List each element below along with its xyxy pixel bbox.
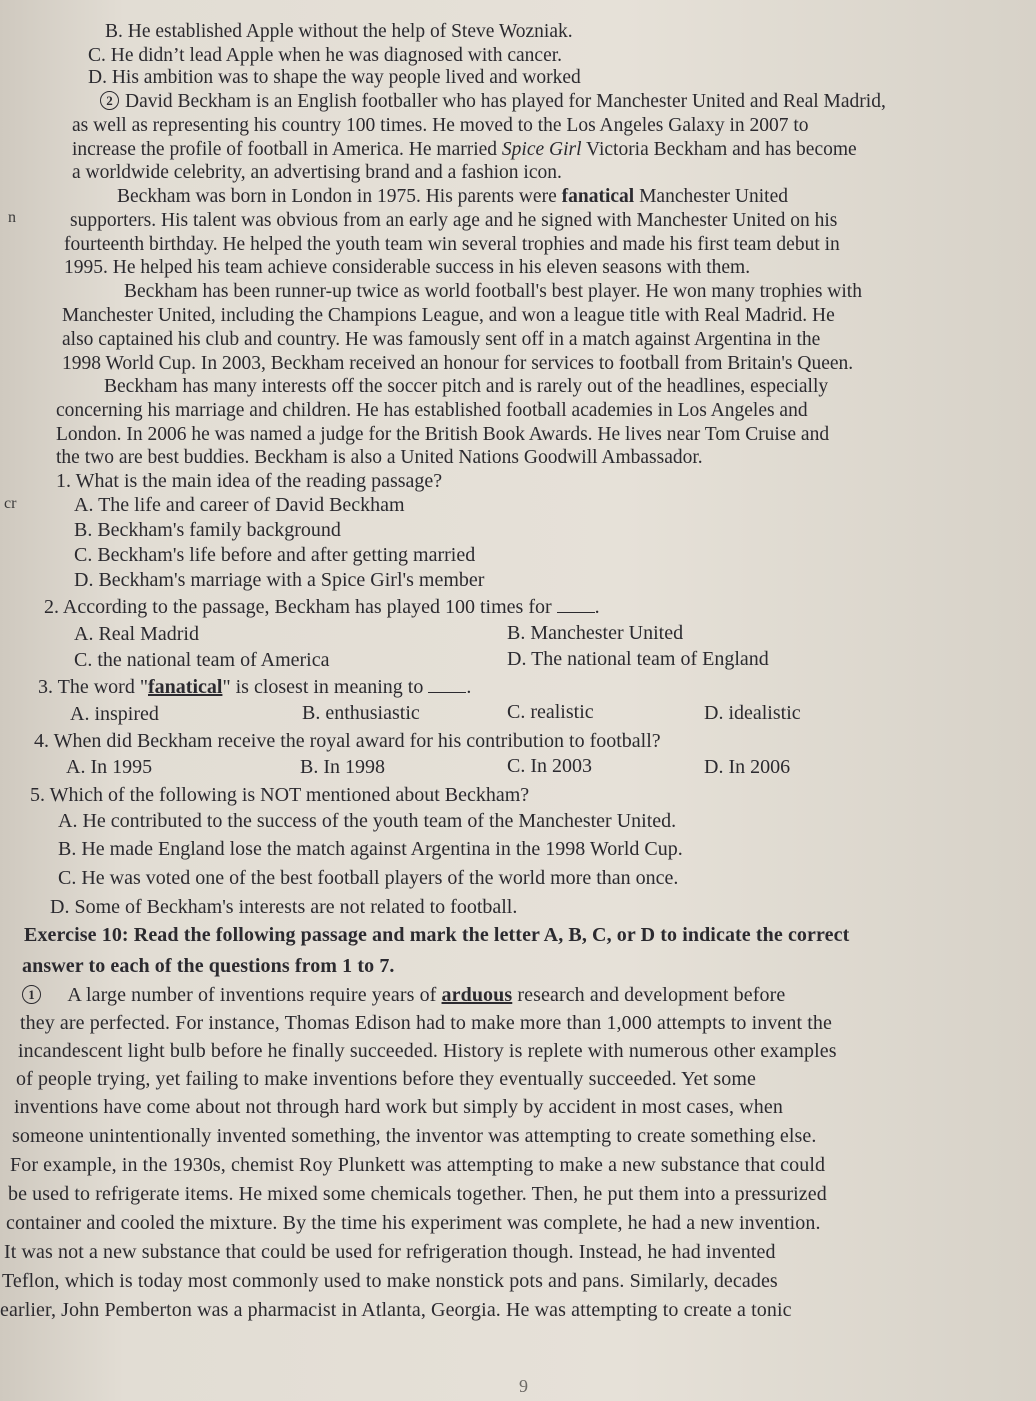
page-number: 9 [519,1376,528,1396]
question-5-option-b[interactable]: B. He made England lose the match against Argentina in the 1998 World Cup. [58,838,683,860]
margin-mark: n [8,209,16,226]
passage2-line7: fourteenth birthday. He helped the youth team win several trophies and made his first team debut in [64,234,840,255]
question-3-option-b[interactable]: B. enthusiastic [302,702,420,724]
exercise10-line4: of people trying, yet failing to make inventions before they eventually succeeded. Yet some [16,1068,757,1090]
passage-number-badge: 1 [22,985,41,1004]
question-2-option-a[interactable]: A. Real Madrid [74,623,199,645]
prev-option-d: D. His ambition was to shape the way people lived and worked [88,67,581,88]
passage2-line2: as well as representing his country 100 times. He moved to the Los Angeles Galaxy in 2007 to [72,115,809,136]
passage2-line6: supporters. His talent was obvious from an early age and he signed with Manchester United on his [70,210,838,231]
question-4-option-a[interactable]: A. In 1995 [66,756,153,778]
passage2-line4: a worldwide celebrity, an advertising brand and a fashion icon. [72,162,562,183]
question-4-option-c[interactable]: C. In 2003 [507,755,592,777]
question-5-option-a[interactable]: A. He contributed to the success of the youth team of the Manchester United. [58,810,677,832]
exercise-10-title: Exercise 10: Read the following passage and mark the letter A, B, C, or D to indicate the correct [24,924,850,946]
question-1-option-b[interactable]: B. Beckham's family background [74,519,341,541]
exercise10-line6: someone unintentionally invented something, the inventor was attempting to create something else. [12,1125,817,1147]
question-3-option-a[interactable]: A. inspired [70,703,159,725]
question-1-option-c[interactable]: C. Beckham's life before and after getting married [74,544,476,566]
question-3-stem: 3. The word "fanatical" is closest in meaning to . [38,676,472,698]
exercise10-line7: For example, in the 1930s, chemist Roy Plunkett was attempting to make a new substance that could [10,1154,826,1176]
question-1-option-d[interactable]: D. Beckham's marriage with a Spice Girl's member [74,569,485,591]
exercise-10-title-cont: answer to each of the questions from 1 to 7. [22,955,395,977]
highlighted-word: fanatical [148,676,223,698]
passage2-line14: concerning his marriage and children. He has established football academies in Los Angeles and [56,400,808,421]
passage2-line10: Manchester United, including the Champions League, and won a league title with Real Madrid. He [62,305,835,326]
question-2-option-b[interactable]: B. Manchester United [507,622,684,644]
passage2-line3: increase the profile of football in America. He married Spice Girl Victoria Beckham and has become [72,139,857,160]
passage2-line16: the two are best buddies. Beckham is also a United Nations Goodwill Ambassador. [56,447,703,468]
question-2-option-c[interactable]: C. the national team of America [74,649,330,671]
passage-number-badge: 2 [100,91,119,110]
passage2-line1: 2 David Beckham is an English footballer who has played for Manchester United and Real Madrid, [100,90,886,113]
question-5-option-d[interactable]: D. Some of Beckham's interests are not related to football. [50,896,518,918]
question-2-option-d[interactable]: D. The national team of England [507,648,769,670]
question-3-option-c[interactable]: C. realistic [507,701,594,723]
passage2-line9: Beckham has been runner-up twice as world football's best player. He won many trophies with [124,281,862,302]
passage2-line11: also captained his club and country. He was famously sent off in a match against Argentina in the [62,329,821,350]
passage2-line8: 1995. He helped his team achieve considerable success in his eleven seasons with them. [64,257,751,278]
exercise10-line12: earlier, John Pemberton was a pharmacist in Atlanta, Georgia. He was attempting to create a tonic [0,1299,792,1321]
prev-option-c: C. He didn’t lead Apple when he was diagnosed with cancer. [88,45,563,66]
passage2-line15: London. In 2006 he was named a judge for the British Book Awards. He lives near Tom Cruise and [56,424,830,445]
exercise10-line8: be used to refrigerate items. He mixed some chemicals together. Then, he put them into a pressurized [8,1183,827,1205]
question-1-stem: 1. What is the main idea of the reading passage? [56,470,443,492]
exercise10-line1: 1 A large number of inventions require years of arduous research and development before [22,984,785,1007]
passage2-line13: Beckham has many interests off the soccer pitch and is rarely out of the headlines, especially [104,376,829,397]
highlighted-word: arduous [441,984,513,1006]
question-5-option-c[interactable]: C. He was voted one of the best football players of the world more than once. [58,867,679,889]
question-4-stem: 4. When did Beckham receive the royal award for his contribution to football? [34,730,661,752]
margin-mark: cr [4,495,17,512]
question-4-option-d[interactable]: D. In 2006 [704,756,791,778]
exercise10-line10: It was not a new substance that could be used for refrigeration though. Instead, he had invented [4,1241,776,1263]
question-1-option-a[interactable]: A. The life and career of David Beckham [74,494,405,516]
exercise10-line3: incandescent light bulb before he finally succeeded. History is replete with numerous other examples [18,1040,837,1062]
question-2-stem: 2. According to the passage, Beckham has played 100 times for . [44,596,600,618]
passage2-line12: 1998 World Cup. In 2003, Beckham received an honour for services to football from Britain's Queen. [62,353,854,374]
exercise10-line5: inventions have come about not through hard work but simply by accident in most cases, when [14,1096,783,1118]
passage2-line5: Beckham was born in London in 1975. His parents were fanatical Manchester United [117,186,788,207]
exercise10-line9: container and cooled the mixture. By the time his experiment was complete, he had a new invention. [6,1212,821,1234]
question-3-option-d[interactable]: D. idealistic [704,702,801,724]
exercise10-line11: Teflon, which is today most commonly used to make nonstick pots and pans. Similarly, decades [2,1270,778,1292]
prev-option-b: B. He established Apple without the help of Steve Wozniak. [105,21,573,42]
answer-blank[interactable] [428,677,466,693]
question-5-stem: 5. Which of the following is NOT mentioned about Beckham? [30,784,530,806]
question-4-option-b[interactable]: B. In 1998 [300,756,385,778]
answer-blank[interactable] [557,597,595,613]
exercise10-line2: they are perfected. For instance, Thomas Edison had to make more than 1,000 attempts to invent the [20,1012,832,1034]
